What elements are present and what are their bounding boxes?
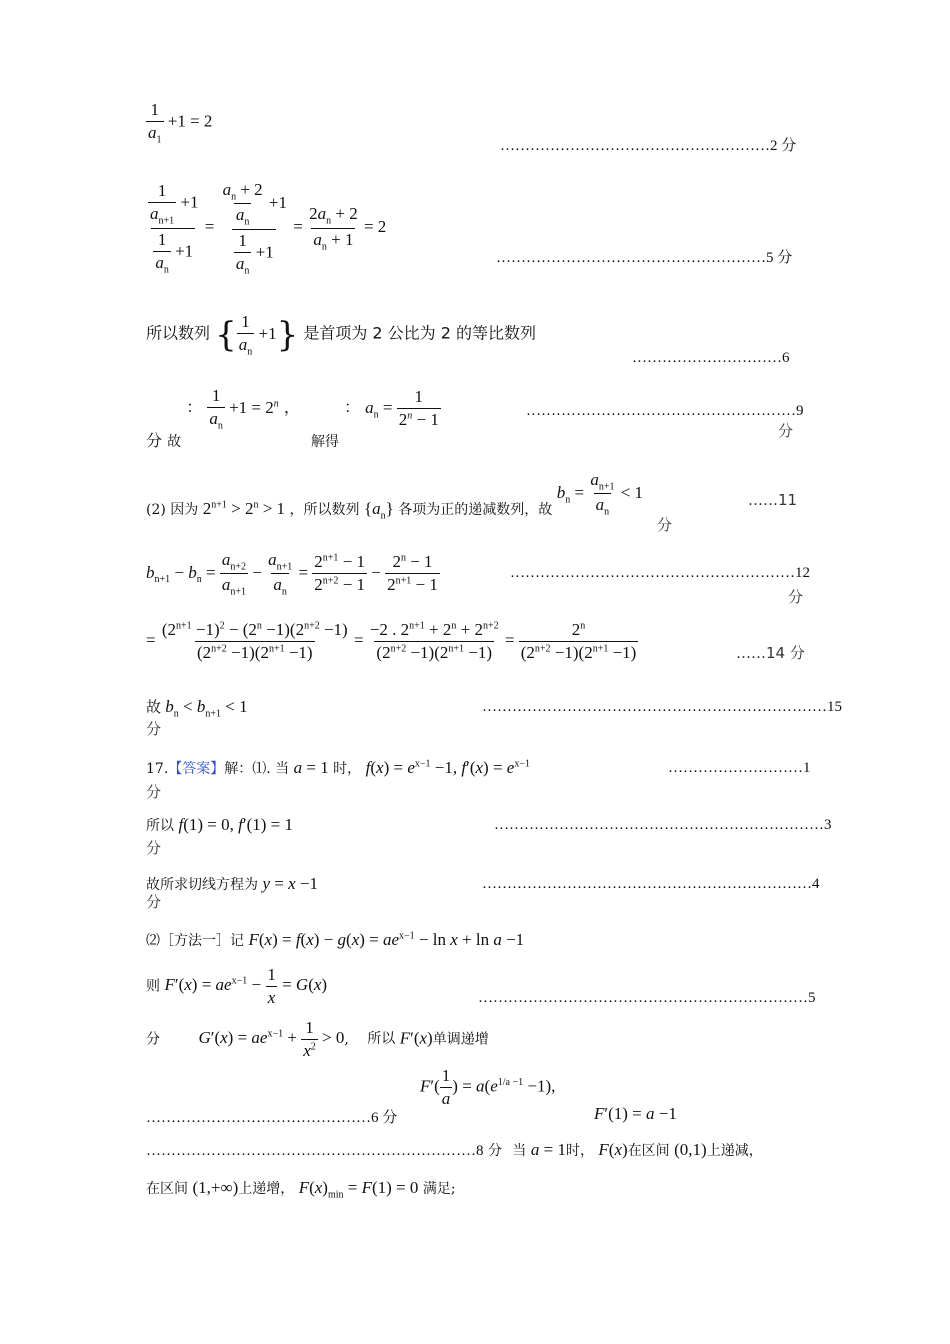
line-tangent: 故所求切线方程为 y = x −1: [146, 874, 318, 893]
q17-header: 17.【答案】解：⑴. 当 a = 1 时， $f(x) = e^{x-1} -1$, $f'(x) = e^{x-1}$: [146, 758, 530, 777]
line-conclusion: 故 $b_n < b_{n+1} < 1$: [146, 697, 248, 720]
score-12: …………………………………………………12: [510, 565, 810, 581]
score-4: …………………………………………………………4: [482, 876, 820, 892]
line-solve: 分 故 ： $\frac{1}{a_n}$ $+1 = 2^n$ ， 解得 ： $a_n$ = $\frac{1}{2^n - 1}$: [146, 386, 439, 450]
score-5b: …………………………………………………………5: [478, 990, 816, 1006]
score-3: …………………………………………………………3: [494, 817, 832, 833]
eq-ratio: $\frac{1}{a_{n+1}}$ +1 $\frac{1}{a_n}$ +1 = $\frac{a_n + 2}{a_n}$ +1 $\frac{1}{a_n}$ +1 = $\frac{2a_n + 2}{a_n + 1}$ = 2: [150, 180, 387, 277]
score-5: ………………………………………………5 分: [496, 250, 793, 266]
score-1-fen: 分: [146, 783, 162, 801]
score-3-fen: 分: [146, 839, 162, 857]
line-decreasing: (2) 因为 $2^{n+1} > 2^n > 1$ ，所以数列 $\{a_n\}$ 各项为正的递减数列，故 $b_n$ = $\frac{a_{n+1}}{a_n}$ < 1: [146, 470, 644, 522]
score-6b: ………………………………………6 分: [146, 1110, 398, 1126]
score-1: ………………………1: [668, 760, 811, 776]
score-15-fen: 分: [146, 720, 162, 738]
eq-F-prime-1a: F′( $\frac{1}{a}$ ) = $a(e^{1/a -1} -1)$,: [420, 1066, 556, 1108]
score-14: ……14 分: [736, 644, 805, 662]
score-11-fen: 分: [657, 516, 673, 534]
line-f1: 所以 f(1) = 0, f′(1) = 1: [146, 815, 293, 834]
eq-initial: $\frac{1}{a_1}$ +1 = 2: [148, 100, 213, 146]
eq-simplify: = $\frac{(2^{n+1} -1)^2 - (2^n -1)(2^{n+2} -1)}{(2^{n+2} -1)(2^{n+1} -1)}$ = $\frac{-2 . 2^{n+1} + 2^n + 2^{n+2}}{(2^{n+2} -1)(2^{n+1} -1)}$ = $\frac{2^n}{(2^{n+2} -1)(2^{n+1} -1)}$: [146, 620, 637, 662]
line-second-derivative: 分 $G'(x) = ae^{x-1}$ + $\frac{1}{x^2}$ > 0, 所以 F′(x)单调递增: [146, 1018, 489, 1060]
eq-difference: $b_{n+1} - b_n$ = $\frac{a_{n+2}}{a_{n+1}}$ − $\frac{a_{n+1}}{a_n}$ = $\frac{2^{n+1} - 1}{2^{n+2} - 1}$ − $\frac{2^n - 1}{2^{n+1} - 1}$: [146, 550, 438, 598]
line-minimum: 在区间 (1,+∞)上递增， $F(x)_{min} = F(1) = 0$ 满足;: [146, 1178, 456, 1201]
score-4-fen: 分: [146, 893, 162, 911]
line-geometric: 所以数列 { $\frac{1}{a_n}$ +1} 是首项为 2 公比为 2 的等比数列: [146, 312, 537, 358]
line-derivative: 则 $F'(x) = ae^{x-1}$ − $\frac{1}{x}$ = G(x): [146, 965, 328, 1007]
score-11: ……11: [748, 491, 798, 509]
line-monotonic: …………………………………………………………8 分 当 a = 1时， F(x)在区间 (0,1)上递减，: [146, 1140, 763, 1159]
eq-F-prime-1: F′(1) = a −1: [594, 1104, 677, 1123]
score-9-fen: 分: [778, 422, 794, 440]
line-method1: ⑵［方法一］记 $F(x) = f(x) - g(x) = ae^{x-1} - \ln x + \ln a -1$: [146, 930, 525, 949]
score-12-fen: 分: [788, 588, 804, 606]
score-9: ………………………………………………9: [526, 403, 804, 419]
score-15: ……………………………………………………………15: [482, 699, 842, 715]
score-6: …………………………6: [632, 350, 790, 366]
score-2: ………………………………………………2 分: [500, 138, 797, 154]
